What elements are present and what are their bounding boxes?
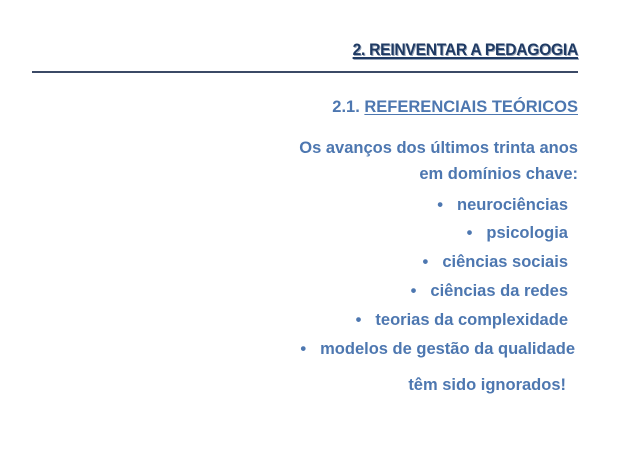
bullet-dot: •: [300, 340, 307, 358]
bullet-dot: •: [355, 311, 362, 329]
bullet-text: ciências sociais: [442, 253, 568, 271]
bullet-item: [467, 225, 568, 242]
bullet-text: teorias da complexidade: [375, 311, 568, 329]
bullet-text: psicologia: [486, 224, 568, 242]
section-title: REFERENCIAIS TEÓRICOS: [364, 98, 578, 116]
closing-statement: têm sido ignorados!: [408, 376, 566, 394]
section-heading: [332, 99, 578, 116]
bullet-text: ciências da redes: [430, 282, 568, 300]
intro-line-1: Os avanços dos últimos trinta anos: [299, 139, 578, 157]
slide-title: 2. REINVENTAR A PEDAGOGIA: [352, 40, 578, 59]
bullet-dot: •: [422, 253, 429, 271]
title-divider: [32, 71, 578, 73]
bullet-item: [411, 283, 568, 300]
bullet-dot: •: [437, 196, 444, 214]
intro-line-2: em domínios chave:: [419, 165, 578, 183]
section-number: 2.1.: [332, 98, 365, 116]
bullet-dot: •: [410, 282, 417, 300]
bullet-text: modelos de gestão da qualidade: [320, 340, 575, 358]
bullet-item: [300, 341, 575, 358]
bullet-item: [437, 197, 568, 214]
bullet-item: [356, 312, 568, 329]
bullet-dot: •: [466, 224, 473, 242]
bullet-item: [423, 254, 568, 271]
bullet-text: neurociências: [457, 196, 568, 214]
